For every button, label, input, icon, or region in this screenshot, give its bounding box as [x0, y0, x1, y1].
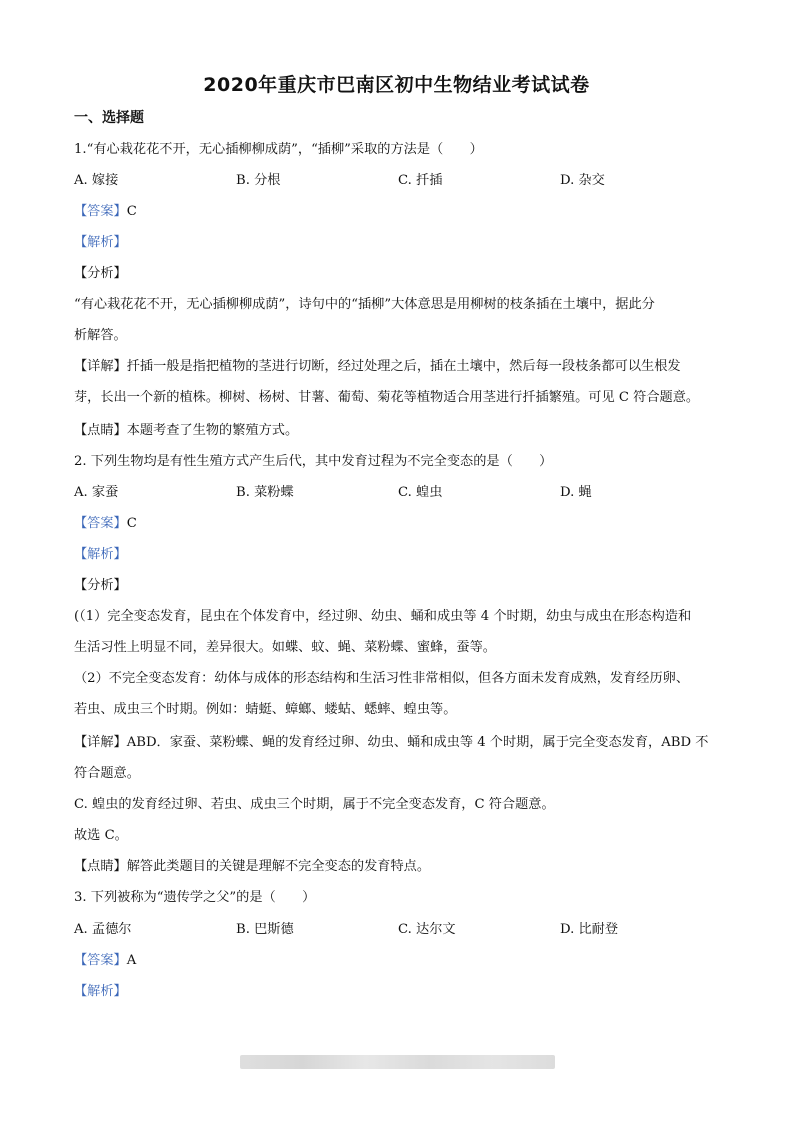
question-2-stem: 2. 下列生物均是有性生殖方式产生后代，其中发育过程为不完全变态的是（ ） [74, 454, 553, 469]
q2-fenxi-label: 【分析】 [74, 578, 127, 593]
q1-detail-line-1: 【详解】扦插一般是指把植物的茎进行切断，经过处理之后，插在土壤中，然后每一段枝条都可以生根发 [74, 359, 681, 374]
q2-fenxi-line-2: 生活习性上明显不同，差异很大。如蝶、蚊、蝇、菜粉蝶、蜜蜂，蚕等。 [74, 640, 496, 655]
q2-detail-line-3: C. 蝗虫的发育经过卵、若虫、成虫三个时期，属于不完全变态发育，C 符合题意。 [74, 797, 555, 812]
q2-option-d: D. 蝇 [560, 485, 592, 500]
q2-fenxi-line-3: （2）不完全变态发育：幼体与成体的形态结构和生活习性非常相似，但各方面未发育成熟，发育经历卵、 [74, 671, 690, 686]
q1-option-c: C. 扦插 [398, 173, 443, 188]
question-1-options [74, 171, 724, 191]
answer-label: 【答案】 [74, 516, 127, 531]
q3-analysis-label: 【解析】 [74, 984, 127, 999]
q1-answer [74, 202, 724, 222]
q3-option-c: C. 达尔文 [398, 922, 456, 937]
section-heading: 一、选择题 [74, 110, 144, 126]
answer-label: 【答案】 [74, 204, 127, 219]
q1-option-b: B. 分根 [236, 173, 281, 188]
q2-detail-line-4: 故选 C。 [74, 828, 128, 843]
q2-answer [74, 514, 724, 534]
q1-fenxi-label: 【分析】 [74, 266, 127, 281]
question-3-stem: 3. 下列被称为“遗传学之父”的是（ ） [74, 890, 316, 905]
q2-fenxi-line-4: 若虫、成虫三个时期。例如：蜻蜓、蟑螂、蝼蛄、蟋蟀、蝗虫等。 [74, 702, 457, 717]
q2-option-c: C. 蝗虫 [398, 485, 443, 500]
q3-answer [74, 951, 724, 971]
question-1-stem: 1.“有心栽花花不开，无心插柳柳成荫”，“插柳”采取的方法是（ ） [74, 142, 483, 157]
q2-answer-value: C [126, 516, 137, 531]
q1-fenxi-line-1: “有心栽花花不开，无心插柳柳成荫”，诗句中的“插柳”大体意思是用柳树的枝条插在土壤中，据此分 [74, 297, 655, 312]
q1-analysis-label: 【解析】 [74, 235, 127, 250]
q1-point: 【点睛】本题考查了生物的繁殖方式。 [74, 423, 299, 438]
q2-detail-line-2: 符合题意。 [74, 766, 140, 781]
page-title: 2020年重庆市巴南区初中生物结业考试试卷 [203, 74, 590, 96]
q3-option-b: B. 巴斯德 [236, 922, 294, 937]
q1-detail-line-2: 芽，长出一个新的植株。柳树、杨树、甘薯、葡萄、菊花等植物适合用茎进行扦插繁殖。可见 C 符合题意。 [74, 390, 700, 405]
question-2-options [74, 483, 724, 503]
q2-detail-line-1: 【详解】ABD．家蚕、菜粉蝶、蝇的发育经过卵、幼虫、蛹和成虫等 4 个时期，属于完全变态发育，ABD 不 [74, 735, 709, 750]
answer-label: 【答案】 [74, 953, 127, 968]
q2-analysis-label: 【解析】 [74, 547, 127, 562]
q1-option-a: A. 嫁接 [74, 173, 119, 188]
q2-fenxi-line-1: (（1）完全变态发育，昆虫在个体发育中，经过卵、幼虫、蛹和成虫等 4 个时期，幼虫与成虫在形态构造和 [74, 609, 692, 624]
q1-fenxi-line-2: 析解答。 [74, 328, 127, 343]
q2-option-b: B. 菜粉蝶 [236, 485, 294, 500]
q1-answer-value: C [126, 204, 137, 219]
q2-option-a: A. 家蚕 [74, 485, 119, 500]
q1-option-d: D. 杂交 [560, 173, 605, 188]
question-3-options [74, 920, 724, 940]
blurred-footer-watermark [240, 1055, 555, 1069]
q3-option-d: D. 比耐登 [560, 922, 619, 937]
q3-answer-value: A [126, 953, 137, 968]
q2-point: 【点睛】解答此类题目的关键是理解不完全变态的发育特点。 [74, 859, 431, 874]
q3-option-a: A. 孟德尔 [74, 922, 132, 937]
